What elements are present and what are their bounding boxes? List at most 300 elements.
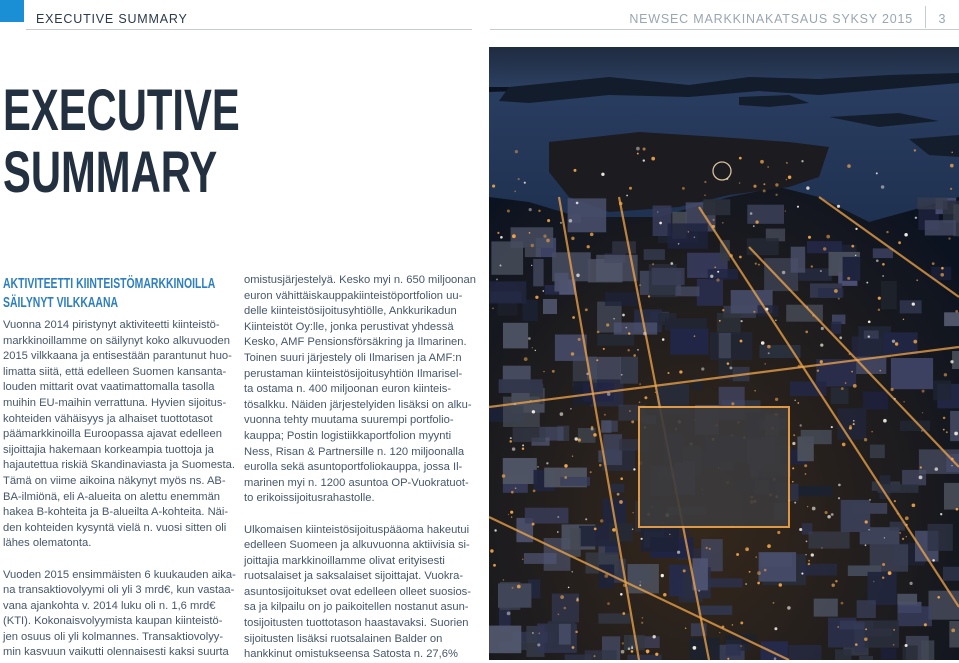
light-dot: [492, 308, 494, 310]
building: [610, 484, 625, 493]
section-heading-line1: AKTIVITEETTI KIINTEISTÖMARKKINOILLA: [3, 275, 233, 294]
light-dot: [864, 637, 867, 640]
light-dot: [510, 437, 512, 439]
light-dot: [512, 447, 515, 450]
light-dot: [546, 462, 548, 464]
body-column-1: [3, 318, 229, 661]
light-dot: [537, 643, 540, 646]
paragraph: [244, 273, 474, 507]
building: [609, 523, 633, 541]
light-dot: [855, 228, 857, 230]
building: [747, 205, 784, 224]
light-dot: [493, 564, 496, 567]
light-dot: [604, 574, 608, 578]
text-line: sijoitusten lisäksi ruotsalainen Balder on: [244, 632, 474, 648]
light-dot: [729, 254, 732, 257]
building: [759, 345, 800, 358]
light-dot: [919, 476, 923, 480]
building: [555, 273, 569, 292]
building: [789, 645, 822, 660]
light-dot: [535, 296, 538, 299]
light-dot: [633, 354, 636, 357]
light-dot: [655, 392, 656, 393]
light-dot: [657, 211, 658, 212]
light-dot: [951, 465, 952, 466]
light-dot: [740, 340, 743, 343]
light-dot: [511, 491, 514, 494]
light-dot: [764, 569, 767, 572]
light-dot: [578, 338, 581, 341]
light-dot: [639, 401, 641, 403]
light-dot: [576, 202, 579, 205]
light-dot: [899, 532, 901, 534]
building: [859, 656, 873, 660]
light-dot: [894, 398, 896, 400]
light-dot: [831, 513, 834, 516]
light-dot: [612, 528, 616, 532]
building: [944, 483, 959, 510]
light-dot: [494, 529, 496, 531]
light-dot: [604, 414, 606, 416]
text-line: louden mittarit ovat vaatimattomalla tasolla: [3, 380, 229, 396]
light-dot: [788, 175, 791, 178]
light-dot: [805, 554, 806, 555]
building: [801, 430, 832, 444]
building: [555, 335, 587, 361]
text-line: tösalkku. Näiden järjestelyiden lisäksi on alku-: [244, 398, 474, 414]
light-dot: [543, 371, 544, 372]
light-dot: [888, 571, 892, 575]
light-dot: [898, 241, 901, 244]
page-title-line1: EXECUTIVE: [3, 80, 169, 142]
light-dot: [629, 410, 631, 412]
light-dot: [591, 426, 594, 429]
text-line: sa ja kilpailu on jo paikoitellen nostanut asun-: [244, 600, 474, 616]
light-dot: [623, 584, 626, 587]
light-dot: [955, 310, 958, 313]
light-dot: [572, 646, 575, 649]
light-dot: [831, 583, 834, 586]
light-dot: [619, 202, 623, 206]
light-dot: [792, 442, 795, 445]
light-dot: [625, 327, 627, 329]
light-dot: [631, 420, 634, 423]
light-dot: [701, 367, 704, 370]
light-dot: [941, 267, 944, 270]
light-dot: [622, 314, 625, 317]
text-line: limatta siitä, että edelleen Suomen kansanta-: [3, 365, 229, 381]
light-dot: [607, 392, 611, 396]
text-line: vuonna tehty muutama suurempi portfolio-: [244, 413, 474, 429]
light-dot: [639, 383, 640, 384]
light-dot: [530, 400, 532, 402]
building: [652, 268, 685, 285]
light-dot: [878, 309, 880, 311]
light-dot: [693, 646, 697, 650]
light-dot: [922, 412, 923, 413]
light-dot: [626, 195, 628, 197]
text-line: muihin EU-maihin verrattuna. Hyvien sijoitus-: [3, 396, 229, 412]
light-dot: [564, 464, 567, 467]
light-dot: [943, 429, 945, 431]
light-dot: [750, 212, 753, 215]
text-line: 2015 vilkkaana ja entisestään parantunut huo-: [3, 349, 229, 365]
text-line: ta ostama n. 400 miljoonan euron kiinteis-: [244, 382, 474, 398]
light-dot: [823, 247, 826, 250]
light-dot: [629, 187, 632, 190]
text-line: delle kiinteistösijoitusyhtiölle, Ankkurikadun: [244, 304, 474, 320]
light-dot: [576, 598, 578, 600]
text-line: edelleen Suomeen ja alkuvuonna aktiivisia si-: [244, 538, 474, 554]
light-dot: [904, 233, 908, 237]
text-line: (KTI). Kokonaisvolyymista kaupan kiinteistö-: [3, 614, 229, 630]
light-dot: [600, 519, 603, 522]
building: [897, 594, 917, 605]
light-dot: [620, 593, 623, 596]
light-dot: [585, 518, 587, 520]
building: [952, 351, 959, 369]
building: [513, 427, 546, 442]
light-dot: [808, 236, 811, 239]
light-dot: [853, 384, 857, 388]
light-dot: [943, 417, 946, 420]
light-dot: [732, 624, 734, 626]
light-dot: [842, 443, 846, 447]
light-dot: [812, 315, 814, 317]
light-dot: [564, 607, 567, 610]
light-dot: [678, 243, 680, 245]
building: [881, 648, 897, 659]
building: [791, 247, 806, 273]
light-dot: [775, 183, 778, 186]
light-dot: [637, 349, 638, 350]
light-dot: [868, 320, 871, 323]
light-dot: [683, 569, 686, 572]
light-dot: [727, 362, 730, 365]
building: [620, 357, 638, 384]
light-dot: [755, 220, 758, 223]
building: [614, 323, 657, 335]
light-dot: [845, 382, 847, 384]
light-dot: [641, 538, 643, 540]
light-dot: [619, 500, 623, 504]
text-line: Vuoden 2015 ensimmäisten 6 kuukauden aika-: [3, 568, 229, 584]
light-dot: [569, 219, 573, 223]
text-line: jen osuus oli yli kolmannes. Transaktiovolyy-: [3, 630, 229, 646]
light-dot: [761, 341, 765, 345]
light-dot: [849, 427, 852, 430]
text-line: euron vähittäiskauppakiinteistöportfolion uu-: [244, 289, 474, 305]
light-dot: [745, 547, 749, 551]
light-dot: [661, 574, 664, 577]
light-dot: [622, 612, 625, 615]
section-heading: [3, 275, 233, 313]
light-dot: [572, 571, 573, 572]
text-line: Ulkomaisen kiinteistösijoituspääoma hakeutui: [244, 523, 474, 539]
light-dot: [620, 477, 623, 480]
light-dot: [753, 311, 755, 313]
light-dot: [895, 342, 898, 345]
light-dot: [950, 164, 954, 168]
light-dot: [951, 458, 954, 461]
light-dot: [590, 233, 594, 237]
light-dot: [806, 541, 808, 543]
light-dot: [532, 347, 533, 348]
light-dot: [903, 319, 904, 320]
light-dot: [838, 497, 840, 499]
light-dot: [739, 157, 742, 160]
light-dot: [698, 590, 700, 592]
light-dot: [882, 563, 885, 566]
light-dot: [807, 306, 808, 307]
light-dot: [643, 159, 645, 161]
light-dot: [798, 365, 802, 369]
building: [490, 281, 527, 303]
building: [597, 334, 634, 346]
text-line: Vuonna 2014 piristynyt aktiviteetti kiinteistö-: [3, 318, 229, 334]
light-dot: [514, 190, 516, 192]
light-dot: [557, 516, 559, 518]
building: [873, 248, 893, 258]
light-dot: [509, 440, 512, 443]
light-dot: [805, 473, 807, 475]
building: [898, 606, 932, 626]
building: [585, 650, 617, 660]
text-line: vana ajankohta v. 2014 luku oli n. 1,6 mrd€: [3, 599, 229, 615]
building: [525, 248, 541, 257]
light-dot: [655, 653, 658, 656]
light-dot: [794, 502, 796, 504]
light-dot: [647, 652, 648, 653]
header-divider-right: [490, 29, 959, 30]
light-dot: [831, 426, 833, 428]
building: [831, 388, 849, 405]
light-dot: [808, 560, 810, 562]
light-dot: [574, 169, 577, 172]
light-dot: [903, 401, 904, 402]
light-dot: [865, 628, 867, 630]
building: [814, 599, 838, 617]
light-dot: [820, 270, 822, 272]
light-dot: [514, 403, 515, 404]
light-dot: [932, 559, 935, 562]
light-dot: [644, 396, 647, 399]
light-dot: [585, 308, 588, 311]
light-dot: [601, 173, 604, 176]
light-dot: [808, 563, 811, 566]
light-dot: [886, 231, 888, 233]
light-dot: [682, 187, 685, 190]
building: [524, 553, 557, 564]
text-line: kauppa; Postin logistiikkaportfolion myynti: [244, 429, 474, 445]
light-dot: [882, 275, 884, 277]
body-column-2: [244, 273, 474, 663]
light-dot: [628, 647, 631, 650]
light-dot: [782, 271, 785, 274]
light-dot: [500, 265, 502, 267]
text-line: Kiinteistöt Oy:lle, jonka perustivat yhdessä: [244, 320, 474, 336]
light-dot: [560, 222, 562, 224]
light-dot: [628, 332, 630, 334]
light-dot: [517, 585, 521, 589]
text-line: markkinoillamme on säilynyt koko alkuvuoden: [3, 334, 229, 350]
light-dot: [905, 644, 908, 647]
light-dot: [820, 360, 823, 363]
light-dot: [572, 316, 575, 319]
light-dot: [722, 222, 724, 224]
light-dot: [905, 516, 909, 520]
text-line: Toinen suuri järjestely oli Ilmarisen ja AMF:n: [244, 351, 474, 367]
text-line: ruotsalaiset ja saksalaiset sijoittajat. Vuokra-: [244, 569, 474, 585]
light-dot: [950, 360, 953, 363]
light-dot: [763, 183, 765, 185]
light-dot: [775, 194, 777, 196]
light-dot: [528, 337, 531, 340]
light-dot: [921, 430, 923, 432]
light-dot: [603, 348, 605, 350]
text-line: Ness, Risan & Partnersille n. 120 miljoonalla: [244, 445, 474, 461]
light-dot: [868, 529, 870, 531]
light-dot: [722, 626, 725, 629]
light-dot: [764, 363, 765, 364]
building: [605, 292, 639, 306]
light-dot: [755, 556, 756, 557]
building: [499, 379, 543, 393]
light-dot: [826, 235, 830, 239]
building: [503, 323, 528, 349]
light-dot: [539, 633, 540, 634]
light-dot: [763, 189, 766, 192]
building: [710, 332, 752, 360]
text-line: na transaktiovolyymi oli yli 3 mrd€, kun vastaa-: [3, 583, 229, 599]
building: [884, 332, 918, 354]
header-separator: [925, 6, 926, 28]
light-dot: [607, 602, 610, 605]
light-dot: [740, 621, 743, 624]
building: [560, 477, 590, 486]
light-dot: [754, 390, 755, 391]
light-dot: [894, 500, 896, 502]
light-dot: [606, 323, 609, 326]
light-dot: [631, 645, 633, 647]
light-dot: [837, 626, 839, 628]
light-dot: [497, 232, 499, 234]
light-dot: [805, 331, 808, 334]
light-dot: [905, 524, 907, 526]
text-line: hankkinut omistukseensa Satosta n. 27,6%: [244, 647, 474, 663]
light-dot: [785, 210, 786, 211]
station-building: [639, 407, 789, 527]
light-dot: [617, 493, 620, 496]
building: [852, 336, 882, 357]
light-dot: [524, 182, 526, 184]
light-dot: [767, 166, 768, 167]
light-dot: [704, 181, 706, 183]
light-dot: [821, 327, 824, 330]
light-dot: [768, 352, 770, 354]
aerial-city-photo: [489, 47, 959, 660]
light-dot: [932, 262, 935, 265]
light-dot: [599, 464, 602, 467]
building: [881, 281, 897, 309]
light-dot: [849, 353, 851, 355]
section-heading-line2: SÄILYNYT VILKKAANA: [3, 294, 233, 313]
light-dot: [558, 614, 560, 616]
light-dot: [841, 602, 844, 605]
paragraph: [3, 318, 229, 552]
building: [870, 445, 885, 459]
light-dot: [893, 629, 895, 631]
light-dot: [740, 320, 742, 322]
building: [891, 358, 933, 389]
light-dot: [694, 335, 696, 337]
light-dot: [745, 583, 747, 585]
text-line: min kasvuun vaikutti olennaisesti kaksi suurta: [3, 645, 229, 661]
light-dot: [853, 423, 855, 425]
building: [759, 552, 797, 582]
building: [943, 567, 959, 581]
light-dot: [719, 320, 721, 322]
building: [929, 591, 959, 620]
light-dot: [736, 553, 739, 556]
light-dot: [502, 474, 506, 478]
light-dot: [890, 388, 893, 391]
building: [843, 257, 861, 281]
light-dot: [954, 432, 958, 436]
light-dot: [757, 571, 761, 575]
light-dot: [851, 371, 853, 373]
light-dot: [937, 596, 940, 599]
building: [628, 564, 659, 593]
building: [835, 649, 851, 660]
light-dot: [786, 162, 788, 164]
text-line: hakea B-kohteita ja B-alueilta A-kohteita. Näi-: [3, 505, 229, 521]
light-dot: [677, 551, 680, 554]
light-dot: [529, 232, 531, 234]
light-dot: [547, 219, 550, 222]
light-dot: [851, 245, 854, 248]
light-dot: [853, 420, 855, 422]
building: [809, 532, 850, 549]
light-dot: [662, 338, 665, 341]
light-dot: [578, 438, 581, 441]
light-dot: [729, 366, 732, 369]
light-dot: [806, 186, 809, 189]
light-dot: [716, 278, 719, 281]
light-dot: [866, 282, 868, 284]
light-dot: [804, 464, 807, 467]
building: [902, 646, 917, 661]
building: [692, 377, 702, 390]
light-dot: [490, 549, 493, 552]
light-dot: [621, 374, 623, 376]
light-dot: [786, 179, 788, 181]
light-dot: [951, 629, 955, 633]
light-dot: [552, 370, 555, 373]
building: [794, 486, 833, 496]
brand-accent-square: [0, 0, 24, 22]
light-dot: [706, 547, 708, 549]
light-dot: [542, 290, 544, 292]
building: [831, 322, 841, 334]
building: [498, 583, 531, 607]
light-dot: [531, 244, 534, 247]
building: [525, 508, 569, 524]
text-line: perustaman kiinteistösijoitusyhtiön Ilmarisel-: [244, 367, 474, 383]
text-line: päämarkkinoilla Euroopassa ajavat edelleen: [3, 427, 229, 443]
building: [921, 640, 934, 660]
light-dot: [774, 627, 777, 630]
